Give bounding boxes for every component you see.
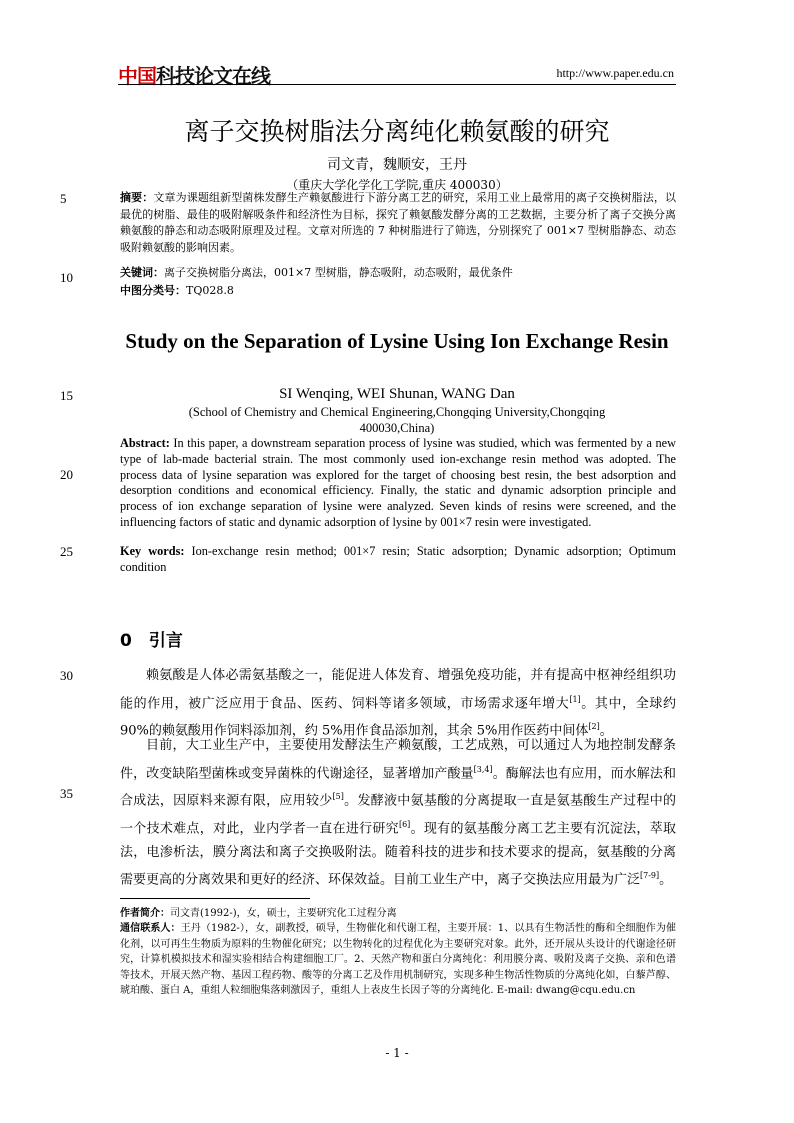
logo-red-text: 中国 — [118, 64, 156, 88]
footnote-contact-text: 王丹（1982-），女，副教授，硕导，生物催化和代谢工程，主要开展：1、以具有生物活性的酶和全细胞作为催化剂，以可再生生物质为原料的生物催化研究；以生物转化的过程优化为主要研究对象。此外，还开展从头设计的代谢途径研究，计算机模拟技术和湿实验相结合构建细胞工厂。2、天然产物和蛋白分离纯化：利用膜分离、吸附及离子交换、亲和色谱等技术，开展天然产物、基因工程药物、酸等的分离工艺及作用机制研究，实现多种生物活性物质的分离纯化如，白藜芦醇、琥珀酸、蛋白 A，重组人粒细胞集落刺激因子，重组人上表皮生长因子等的分离纯化. E-mail: dwang@cqu.edu.cn — [120, 923, 676, 997]
footnote-author — [120, 906, 676, 922]
footnote-contact — [120, 921, 676, 999]
footnote-author-label: 作者简介： — [120, 908, 170, 919]
affiliation-cn: （重庆大学化学化工学院,重庆 400030） — [286, 178, 508, 192]
intro-text: 。现有的氨基酸分离工艺主要有沉淀法，萃取法，电渗析法，膜分离法和离子交换吸附法。随着科技的进步和技术要求的提高，氨基酸的分离需要更高的分离效果和更好的经济、环保效益。目前工业生产中，离子交换法应用最为广泛 — [120, 821, 676, 888]
header-url[interactable]: http://www.paper.edu.cn — [556, 66, 674, 80]
intro-text: 。其中，全球约 90%的赖氨酸用作饲料添加剂，约 5%用作食品添加剂，其余 5%用作医药中间体 — [120, 695, 676, 739]
keywords-en-text: Ion-exchange resin method; 001×7 resin; Static adsorption; Dynamic adsorption; Optimum condition — [120, 544, 676, 574]
intro-text: 。发酵液中氨基酸的分离提取一直是氨基酸生产过程中的一个技术难点，对此，业内学者一直在进行研究 — [120, 793, 676, 837]
abstract-en-text: In this paper, a downstream separation process of lysine was studied, which was fermented by a new type of lab-made bacterial strain. The most commonly used ion-exchange resin method was adopted. The process data of lysine separation was explored for the target of choosing best resin, the best adsorption and desorption conditions and economical efficiency. Finally, the static and dynamic adsorption principle and process of ion exchange separation of lysine were analyzed. Seven kinds of resins were screened, and the influencing factors of static and dynamic adsorption of lysine by 001×7 resin were investigated. — [120, 436, 676, 529]
line-number: 20 — [60, 467, 73, 482]
footnote-author-text: 司文青(1992-)，女，硕士，主要研究化工过程分离 — [170, 908, 397, 919]
intro-text: 。 — [599, 723, 613, 739]
abstract-cn-text: 文章为课题组新型菌株发酵生产赖氨酸进行下游分离工艺的研究，采用工业上最常用的离子交换树脂法，以最优的树脂、最佳的吸附解吸条件和经济性为目标，探究了赖氨酸发酵分离的工艺数据，主要分析了离子交换分离赖氨酸的静态和动态吸附原理及过程。文章对所选的 7 种树脂进行了筛选，分别探究了 001×7 型树脂静态、动态吸附赖氨酸的影响因素。 — [120, 191, 677, 254]
line-number: 10 — [60, 270, 73, 285]
citation[interactable]: [5] — [332, 792, 344, 802]
citation[interactable]: [7-9] — [640, 871, 660, 881]
intro-text: 赖氨酸是人体必需氨基酸之一，能促进人体发育、增强免疫功能，并有提高中枢神经组织功能的作用，被广泛应用于食品、医药、饲料等诸多领域，市场需求逐年增大 — [120, 668, 676, 711]
line-number: 15 — [60, 388, 73, 403]
keywords-cn — [120, 265, 676, 282]
header-rule — [118, 84, 676, 85]
intro-paragraph-2 — [120, 734, 676, 892]
intro-text: 。酶解法也有应用，而水解法和合成法，因原料来源有限，应用较少 — [120, 765, 676, 809]
citation[interactable]: [2] — [588, 722, 600, 732]
abstract-en-label: Abstract: — [120, 436, 170, 450]
authors-cn: 司文青，魏顺安，王丹 — [327, 157, 467, 173]
citation[interactable]: [1] — [569, 694, 581, 704]
keywords-cn-text: 离子交换树脂分离法，001×7 型树脂，静态吸附，动态吸附，最优条件 — [164, 266, 513, 279]
keywords-en-label: Key words: — [120, 544, 185, 558]
page-number: - 1 - — [385, 1046, 409, 1060]
footnote-rule — [120, 898, 310, 899]
line-number: 25 — [60, 544, 73, 559]
citation[interactable]: [3,4] — [473, 764, 493, 774]
keywords-cn-label: 关键词： — [120, 266, 164, 279]
abstract-cn — [120, 190, 676, 256]
intro-paragraph-1 — [120, 664, 676, 743]
line-number: 30 — [60, 668, 73, 683]
abstract-en — [120, 436, 676, 531]
citation[interactable]: [6] — [398, 820, 411, 830]
intro-text: 。 — [659, 872, 673, 888]
title-cn: 离子交换树脂法分离纯化赖氨酸的研究 — [184, 117, 610, 146]
classification-cn-label: 中图分类号： — [120, 284, 186, 297]
footnote-contact-label: 通信联系人： — [120, 923, 181, 934]
affiliation-en: (School of Chemistry and Chemical Engineering,Chongqing University,Chongqing 400030,China) — [188, 405, 606, 435]
line-number: 5 — [60, 191, 67, 206]
abstract-cn-label: 摘要： — [120, 191, 154, 204]
logo-text: 科技论文在线 — [156, 64, 270, 88]
section-heading: 0 引言 — [120, 631, 183, 651]
classification-cn — [120, 283, 676, 300]
intro-text: 目前，大工业生产中，主要使用发酵法生产赖氨酸，工艺成熟，可以通过人为地控制发酵条件，改变缺陷型菌株或变异菌株的代谢途径，显著增加产酸量 — [120, 738, 676, 781]
keywords-en — [120, 544, 676, 576]
authors-en: SI Wenqing, WEI Shunan, WANG Dan — [279, 386, 515, 402]
line-number: 35 — [60, 786, 73, 801]
title-en: Study on the Separation of Lysine Using Ion Exchange Resin — [125, 329, 669, 353]
classification-cn-text: TQ028.8 — [186, 284, 234, 297]
